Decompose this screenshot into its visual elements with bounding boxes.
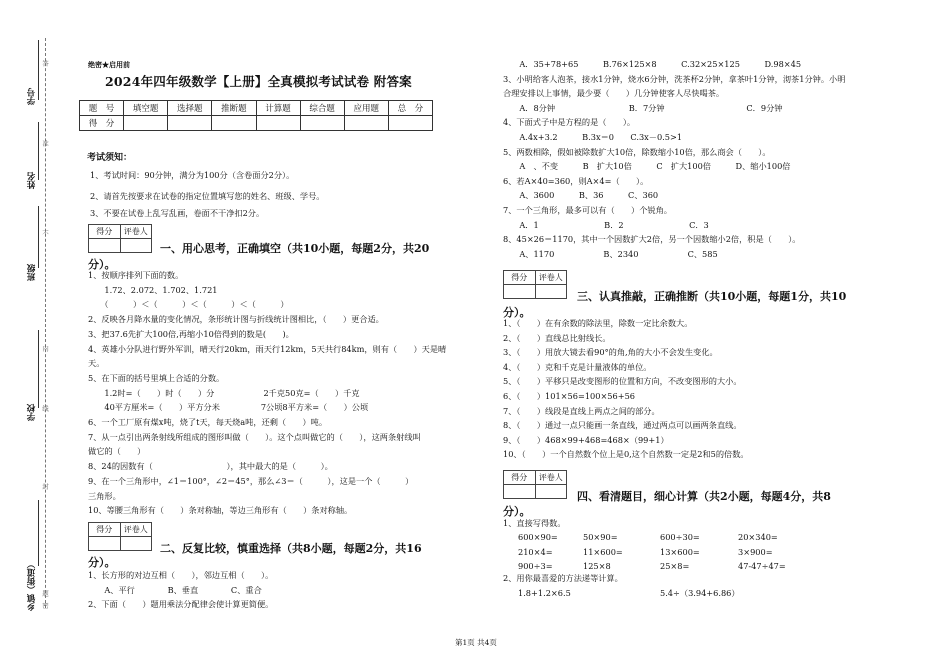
grader-box — [503, 470, 567, 499]
question-line: 2、（ ）直线总比射线长。 — [503, 332, 611, 343]
question-line: 9、在一个三角形中，∠1＝100°，∠2＝45°，那么∠3＝（ ），这是一个（ ） — [88, 475, 414, 486]
question-line: 1、按顺序排列下面的数。 — [88, 270, 184, 280]
score-blank[interactable] — [300, 116, 344, 131]
score-table — [79, 100, 433, 131]
question-line: 3、把37.6先扩大100倍,再缩小10倍得到的数是( )。 — [88, 328, 294, 339]
question-line: 6、（ ）101×56=100×56+56 — [503, 391, 635, 401]
question-line: 5、（ ）平移只是改变图形的位置和方向，不改变图形的大小。 — [503, 376, 742, 387]
question-line: 5、在下面的括号里填上合适的分数。 — [88, 372, 225, 383]
section4-title: 四、看清题目，细心计算（共2小题，每题4分，共8 — [577, 490, 831, 503]
score-blank[interactable] — [212, 116, 256, 131]
class-label: 班级 — [27, 264, 37, 281]
grader-blank[interactable] — [504, 285, 535, 298]
section2-title-cont: 分）。 — [88, 556, 116, 569]
grader-blank[interactable] — [120, 537, 152, 550]
calc-item: 600÷30= — [660, 532, 700, 542]
score-table-cell: 填空题 — [124, 101, 168, 116]
question-line: 做它的（ ） — [88, 446, 146, 457]
section2-title: 二、反复比较，慎重选择（共8小题，每题2分，共16 — [160, 542, 422, 555]
question-line: 3、（ ）用放大镜去看90°的角,角的大小不会发生变化。 — [503, 347, 718, 358]
question-line: （ ）＜（ ）＜（ ）＜（ ） — [88, 299, 289, 310]
grader-score-label: 得分 — [511, 473, 528, 482]
seal-char: 封 — [41, 483, 49, 490]
secret-tag: 绝密★启用前 — [88, 60, 130, 69]
section4-q2-item: 1.8+1.2×6.5 — [518, 588, 571, 598]
grader-blank[interactable] — [120, 239, 152, 252]
grader-blank[interactable] — [89, 537, 120, 550]
question-line: 合理安排以上事情，最少要（ ）几分钟使客人尽快喝茶。 — [503, 88, 725, 99]
notice-item: 1、考试时间：90分钟，满分为100分（含卷面分2分）。 — [90, 170, 295, 180]
seal-char: 密 — [41, 602, 49, 609]
grader-blank[interactable] — [504, 485, 535, 498]
township-label: 乡镇（街道） — [27, 560, 37, 611]
question-line: 2、下面（ ）题用乘法分配律会使计算更简便。 — [88, 599, 274, 609]
section3-title: 三、认真推敲，正确推断（共10小题，每题1分，共10 — [577, 290, 847, 303]
score-blank[interactable] — [388, 116, 432, 131]
question-line: A、1170 B、2340 C、585 — [503, 248, 718, 259]
grader-name-label: 评卷人 — [535, 271, 567, 284]
question-line: 4、下面式子中是方程的是（ ）。 — [503, 117, 636, 128]
calc-item: 3×900= — [738, 546, 773, 557]
grader-name-label: 评卷人 — [535, 471, 567, 484]
seal-char: 不 — [41, 230, 49, 237]
seal-char: 答 — [41, 60, 49, 67]
question-line: 9、（ ）468×99+468=468×（99+1） — [503, 434, 669, 445]
calc-item: 25×8= — [660, 561, 690, 571]
page-number: 第1页 共4页 — [455, 638, 497, 647]
question-line: 1.72、2.072、1.702、1.721 — [88, 284, 218, 295]
question-line: 三角形。 — [88, 490, 121, 501]
notice-title: 考试须知： — [87, 153, 133, 163]
question-line: 7、从一点引出两条射线所组成的图形叫做（ ）。这个点叫做它的（ ），这两条射线叫 — [88, 431, 421, 442]
question-line: 4、（ ）克和千克是计量液体的单位。 — [503, 361, 652, 372]
class-blank-line — [38, 206, 39, 268]
question-line: 5、两数相除，假如被除数扩大10倍，除数缩小10倍，那么商会（ ）。 — [503, 146, 771, 157]
grader-score-label: 得分 — [511, 273, 528, 282]
grader-box — [88, 224, 152, 253]
calc-item: 20×340= — [738, 532, 778, 542]
calc-item: 13×600= — [660, 546, 700, 557]
section4-title-cont: 分）。 — [503, 505, 531, 518]
calc-item: 50×90= — [583, 532, 618, 542]
question-line: 6、一个工厂原有煤x吨，烧了t天，每天烧a吨，还剩（ ）吨。 — [88, 417, 328, 427]
calc-item: 47-47÷47= — [738, 561, 786, 571]
score-blank[interactable] — [344, 116, 388, 131]
question-line: 1.2时=（ ）时（ ）分 2千克50克=（ ）千克 — [88, 387, 360, 398]
grader-name-label: 评卷人 — [120, 523, 152, 536]
grader-name-label: 评卷人 — [120, 225, 152, 238]
grader-blank[interactable] — [535, 485, 567, 498]
township-blank-line — [38, 500, 39, 566]
score-table-cell: 应用题 — [344, 101, 388, 116]
calc-item: 125×8 — [583, 561, 611, 571]
question-line: 1、长方形的对边互相（ ），邻边互相（ ）。 — [88, 570, 274, 580]
question-line: 1、（ ）在有余数的除法里，除数一定比余数大。 — [503, 318, 693, 328]
grader-blank[interactable] — [535, 285, 567, 298]
question-line: A 、不变 B 扩大10倍 C 扩大100倍 D、缩小100倍 — [503, 161, 791, 172]
score-table-cell: 综合题 — [300, 101, 344, 116]
seal-char: 题 — [41, 590, 49, 597]
calc-item: 900÷3= — [518, 561, 553, 571]
student-id-label: 学号 — [27, 88, 37, 105]
question-line: 10、等腰三角形有（ ）条对称轴，等边三角形有（ ）条对称轴。 — [88, 505, 353, 516]
section4-q1: 1、直接写得数。 — [503, 518, 566, 528]
seal-char: 内 — [41, 345, 49, 352]
question-line: 7、（ ）线段是直线上两点之间的部分。 — [503, 405, 660, 416]
calc-item: 600×90= — [518, 532, 558, 542]
section3-title-cont: 分）。 — [503, 306, 531, 319]
question-line: 3、小明给客人泡茶，接水1分钟，烧水6分钟，洗茶杯2分钟，拿茶叶1分钟，沏茶1分钟。小明 — [503, 73, 846, 84]
seal-char: 准 — [41, 140, 49, 147]
section4-q2: 2、用你最喜爱的方法递等计算。 — [503, 573, 623, 583]
question-line: A.4x+3.2 B.3x＝0 C.3x－0.5>1 — [503, 132, 683, 142]
question-line: 4、英雄小分队进行野外军训，晴天行20km，雨天行12km，5天共行84km，则有（ ）天是晴 — [88, 343, 447, 354]
question-line: A．1 B．2 C．3 — [503, 219, 709, 230]
question-line: 7、一个三角形，最多可以有（ ）个锐角。 — [503, 205, 672, 215]
score-table-cell: 总 分 — [388, 101, 432, 116]
score-table-cell: 得 分 — [80, 116, 124, 131]
question-line: 8、45×26＝1170，其中一个因数扩大2倍，另一个因数缩小2倍，积是（ ）。 — [503, 234, 801, 245]
score-table-cell: 推断题 — [212, 101, 256, 116]
score-table-cell: 选择题 — [168, 101, 212, 116]
section4-q2-item: 5.4÷（3.94+6.86） — [660, 588, 740, 598]
notice-item: 2、请首先按要求在试卷的指定位置填写您的姓名、班级、学号。 — [90, 191, 325, 201]
grader-blank[interactable] — [89, 239, 120, 252]
question-line: 10、（ ）一个自然数个位上是0,这个自然数一定是2和5的倍数。 — [503, 449, 749, 460]
question-line: A．8分钟 B．7分钟 C．9分钟 — [503, 102, 783, 113]
id-blank-line — [38, 40, 39, 100]
grader-score-label: 得分 — [96, 227, 113, 236]
section1-title-cont: 分）。 — [88, 258, 116, 271]
school-label: 学校 — [27, 404, 37, 421]
score-table-header-row — [80, 101, 433, 116]
question-line: 40平方厘米=（ ）平方分米 7公顷8平方米=（ ）公顷 — [88, 402, 369, 413]
grader-box — [503, 270, 567, 299]
grader-score-label: 得分 — [96, 525, 113, 534]
score-table-cell: 计算题 — [256, 101, 300, 116]
binding-line — [45, 38, 46, 608]
name-label: 姓名 — [27, 172, 37, 189]
score-table-score-row — [80, 116, 433, 131]
question-line: A、平行 B、垂直 C、重合 — [88, 584, 262, 595]
score-blank[interactable] — [256, 116, 300, 131]
question-line: 6、若A×40=360，则A×4=（ ）。 — [503, 175, 649, 186]
school-blank-line — [38, 330, 39, 408]
question-line: A、3600 B、36 C、360 — [503, 190, 659, 201]
question-line: 8、（ ）通过一点只能画一条直线，通过两点可以画两条直线。 — [503, 420, 742, 431]
question-line: A．35+78+65 B.76×125×8 C.32×25×125 D.98×45 — [503, 59, 802, 69]
calc-item: 210×4= — [518, 546, 553, 557]
exam-title: 2024年四年级数学【上册】全真模拟考试试卷 附答案 — [105, 74, 412, 89]
grader-box — [88, 522, 152, 551]
name-blank-line — [38, 122, 39, 180]
calc-item: 11×600= — [583, 546, 623, 557]
score-blank[interactable] — [168, 116, 212, 131]
question-line: 8、24的因数有（ ），其中最大的是（ ）。 — [88, 461, 333, 472]
question-line: 天。 — [88, 358, 105, 369]
seal-char: 线 — [41, 405, 49, 412]
section1-title: 一、用心思考，正确填空（共10小题，每题2分，共20 — [160, 242, 430, 255]
notice-item: 3、不要在试卷上乱写乱画，卷面不干净扣2分。 — [90, 208, 265, 218]
score-blank[interactable] — [124, 116, 168, 131]
score-table-cell: 题 号 — [80, 101, 124, 116]
question-line: 2、反映各月降水量的变化情况，条形统计图与折线统计图相比，（ ）更合适。 — [88, 314, 384, 325]
